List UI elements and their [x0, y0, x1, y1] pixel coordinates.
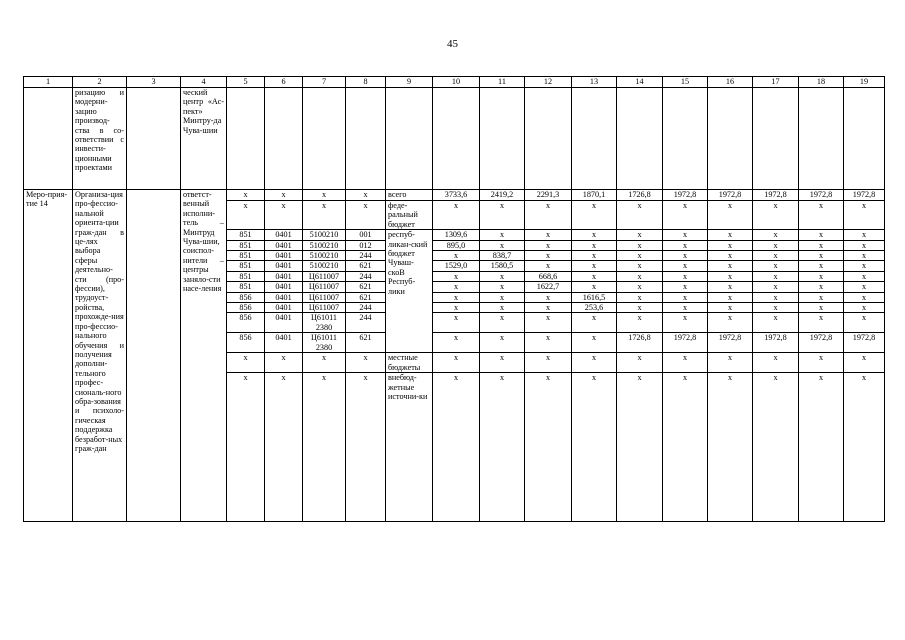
- cell-r10-9: 1726,8: [617, 333, 663, 353]
- cell-federal-5: x: [433, 201, 480, 230]
- cell-r10-11: 1972,8: [708, 333, 753, 353]
- cell-r2-14: x: [844, 240, 885, 250]
- cell-r3-11: x: [708, 251, 753, 261]
- cell-r2-8: x: [572, 240, 617, 250]
- cell-r6-8: x: [572, 282, 617, 292]
- cell-r8-14: x: [844, 303, 885, 313]
- cell-r4-14: x: [844, 261, 885, 271]
- cell-r8-3: Ц611007: [303, 303, 346, 313]
- column-header-14: 14: [617, 77, 663, 88]
- cell-r9-1: 856: [227, 313, 265, 333]
- cell-r8-5: x: [433, 303, 480, 313]
- cell-r3-12: x: [753, 251, 799, 261]
- measure-col4: ответст-венный исполни-тель – Минтруд Чува-шии, соиспол-нители – центры заняло-сти насе-ления: [181, 190, 227, 522]
- cell-r10-13: 1972,8: [799, 333, 844, 353]
- cell-total-7: 2291,3: [525, 190, 572, 201]
- cell-r2-11: x: [708, 240, 753, 250]
- source-local: местные бюджеты: [386, 353, 433, 373]
- cell-r6-14: x: [844, 282, 885, 292]
- cell-total-1: x: [227, 190, 265, 201]
- cell-r5-10: x: [663, 271, 708, 281]
- cell-r9-14: x: [844, 313, 885, 333]
- cell-total-6: 2419,2: [480, 190, 525, 201]
- column-header-12: 12: [525, 77, 572, 88]
- cell-federal-12: x: [753, 201, 799, 230]
- table-row-total: [24, 190, 885, 201]
- cell-extra-2: x: [265, 373, 303, 522]
- cell-r1-14: x: [844, 230, 885, 240]
- cell-r6-5: x: [433, 282, 480, 292]
- cell-federal-13: x: [799, 201, 844, 230]
- cell-r7-4: 621: [346, 292, 386, 302]
- cell-r7-6: x: [480, 292, 525, 302]
- cell-r5-4: 244: [346, 271, 386, 281]
- cell-r10-3: Ц61011 2380: [303, 333, 346, 353]
- cell-r2-7: x: [525, 240, 572, 250]
- cell-federal-11: x: [708, 201, 753, 230]
- cell-r1-7: x: [525, 230, 572, 240]
- cell-extra-14: x: [844, 373, 885, 522]
- cell-r3-5: x: [433, 251, 480, 261]
- column-header-5: 5: [227, 77, 265, 88]
- cell-local-12: x: [753, 353, 799, 373]
- cell-r4-9: x: [617, 261, 663, 271]
- cell-r4-6: 1580,5: [480, 261, 525, 271]
- cell-federal-6: x: [480, 201, 525, 230]
- cell-r4-2: 0401: [265, 261, 303, 271]
- cell-r10-12: 1972,8: [753, 333, 799, 353]
- cell-r2-12: x: [753, 240, 799, 250]
- cell-extra-1: x: [227, 373, 265, 522]
- cell-r5-6: x: [480, 271, 525, 281]
- cell-r1-9: x: [617, 230, 663, 240]
- cell-r2-10: x: [663, 240, 708, 250]
- cell-r9-3: Ц61011 2380: [303, 313, 346, 333]
- cell-local-6: x: [480, 353, 525, 373]
- cell-r2-4: 012: [346, 240, 386, 250]
- cell-r6-6: x: [480, 282, 525, 292]
- cell-federal-2: x: [265, 201, 303, 230]
- cell-r4-3: 5100210: [303, 261, 346, 271]
- cell-r8-2: 0401: [265, 303, 303, 313]
- cell-r9-10: x: [663, 313, 708, 333]
- cell-federal-1: x: [227, 201, 265, 230]
- cell-r1-5: 1309,6: [433, 230, 480, 240]
- cell-r2-3: 5100210: [303, 240, 346, 250]
- measure-col2: Организа-ция про-фессио-нальной ориента-ции граж-дан в це-лях выбора сферы деятельно-сти (про-фессии), трудоуст-ройства, прохожде-ния про-фессио-нального обучения и получения дополни-тельного профес-сиональ-ного обра-зования и психоло-гическая поддержка безработ-ных граж-дан: [73, 190, 127, 522]
- cell-r1-10: x: [663, 230, 708, 240]
- measure-col3: [127, 190, 181, 522]
- cell-r1-8: x: [572, 230, 617, 240]
- cell-total-10: 1972,8: [663, 190, 708, 201]
- cell-r9-9: x: [617, 313, 663, 333]
- cell-r8-6: x: [480, 303, 525, 313]
- cell-local-9: x: [617, 353, 663, 373]
- cell-extra-9: x: [617, 373, 663, 522]
- cell-local-1: x: [227, 353, 265, 373]
- cell-r6-12: x: [753, 282, 799, 292]
- cell-r2-6: x: [480, 240, 525, 250]
- cell-r7-9: x: [617, 292, 663, 302]
- cell-local-10: x: [663, 353, 708, 373]
- cell-r9-7: x: [525, 313, 572, 333]
- cell-local-7: x: [525, 353, 572, 373]
- cell-r6-4: 621: [346, 282, 386, 292]
- cell-federal-4: x: [346, 201, 386, 230]
- column-header-2: 2: [73, 77, 127, 88]
- prev-col2: ризацию и модерни-зацию производ-ства в со-ответствии с инвести-ционными проектами: [73, 88, 127, 190]
- cell-r7-2: 0401: [265, 292, 303, 302]
- page-number: 45: [447, 38, 458, 50]
- cell-local-2: x: [265, 353, 303, 373]
- cell-r3-4: 244: [346, 251, 386, 261]
- column-header-13: 13: [572, 77, 617, 88]
- cell-local-8: x: [572, 353, 617, 373]
- cell-r1-1: 851: [227, 230, 265, 240]
- cell-r10-2: 0401: [265, 333, 303, 353]
- cell-r7-8: 1616,5: [572, 292, 617, 302]
- column-header-18: 18: [799, 77, 844, 88]
- cell-federal-14: x: [844, 201, 885, 230]
- cell-r9-4: 244: [346, 313, 386, 333]
- cell-r6-13: x: [799, 282, 844, 292]
- cell-total-11: 1972,8: [708, 190, 753, 201]
- source-republic: респуб-ликан-ский бюджет Чуваш-скоВ Респуб-лики: [386, 230, 433, 353]
- cell-r8-11: x: [708, 303, 753, 313]
- cell-r10-1: 856: [227, 333, 265, 353]
- measure-col1: Меро-прия-тие 14: [24, 190, 73, 522]
- cell-r4-1: 851: [227, 261, 265, 271]
- cell-r8-13: x: [799, 303, 844, 313]
- cell-r5-14: x: [844, 271, 885, 281]
- cell-r8-10: x: [663, 303, 708, 313]
- cell-r3-9: x: [617, 251, 663, 261]
- cell-extra-3: x: [303, 373, 346, 522]
- cell-r2-13: x: [799, 240, 844, 250]
- cell-r1-3: 5100210: [303, 230, 346, 240]
- cell-extra-13: x: [799, 373, 844, 522]
- cell-r7-10: x: [663, 292, 708, 302]
- cell-r2-5: 895,0: [433, 240, 480, 250]
- cell-r5-9: x: [617, 271, 663, 281]
- column-header-8: 8: [346, 77, 386, 88]
- cell-federal-3: x: [303, 201, 346, 230]
- cell-r8-1: 856: [227, 303, 265, 313]
- cell-extra-5: x: [433, 373, 480, 522]
- cell-r1-12: x: [753, 230, 799, 240]
- cell-r7-7: x: [525, 292, 572, 302]
- cell-extra-4: x: [346, 373, 386, 522]
- cell-r10-7: x: [525, 333, 572, 353]
- cell-r3-7: x: [525, 251, 572, 261]
- cell-r5-11: x: [708, 271, 753, 281]
- cell-extra-11: x: [708, 373, 753, 522]
- cell-r4-13: x: [799, 261, 844, 271]
- cell-total-8: 1870,1: [572, 190, 617, 201]
- column-header-4: 4: [181, 77, 227, 88]
- cell-r3-2: 0401: [265, 251, 303, 261]
- cell-r9-13: x: [799, 313, 844, 333]
- cell-r4-8: x: [572, 261, 617, 271]
- cell-local-11: x: [708, 353, 753, 373]
- cell-r7-3: Ц611007: [303, 292, 346, 302]
- cell-federal-8: x: [572, 201, 617, 230]
- cell-total-3: x: [303, 190, 346, 201]
- cell-total-9: 1726,8: [617, 190, 663, 201]
- cell-r6-7: 1622,7: [525, 282, 572, 292]
- cell-r8-12: x: [753, 303, 799, 313]
- cell-r6-3: Ц611007: [303, 282, 346, 292]
- cell-r10-10: 1972,8: [663, 333, 708, 353]
- cell-federal-9: x: [617, 201, 663, 230]
- cell-r5-3: Ц611007: [303, 271, 346, 281]
- budget-table: [23, 76, 885, 522]
- cell-total-13: 1972,8: [799, 190, 844, 201]
- cell-r7-11: x: [708, 292, 753, 302]
- column-header-3: 3: [127, 77, 181, 88]
- cell-r7-14: x: [844, 292, 885, 302]
- cell-r6-2: 0401: [265, 282, 303, 292]
- cell-r7-5: x: [433, 292, 480, 302]
- cell-r5-8: x: [572, 271, 617, 281]
- cell-r4-10: x: [663, 261, 708, 271]
- cell-r4-5: 1529,0: [433, 261, 480, 271]
- cell-local-4: x: [346, 353, 386, 373]
- column-header-9: 9: [386, 77, 433, 88]
- cell-r9-6: x: [480, 313, 525, 333]
- column-header-19: 19: [844, 77, 885, 88]
- cell-total-14: 1972,8: [844, 190, 885, 201]
- cell-r1-6: x: [480, 230, 525, 240]
- cell-r3-3: 5100210: [303, 251, 346, 261]
- cell-total-12: 1972,8: [753, 190, 799, 201]
- cell-r6-9: x: [617, 282, 663, 292]
- prev-col4: ческий центр «Ас-пект» Минтру-да Чува-шии: [181, 88, 227, 190]
- cell-extra-8: x: [572, 373, 617, 522]
- cell-r5-12: x: [753, 271, 799, 281]
- cell-r9-11: x: [708, 313, 753, 333]
- cell-r8-7: x: [525, 303, 572, 313]
- table-row-prev-continuation: [24, 88, 885, 190]
- cell-r8-9: x: [617, 303, 663, 313]
- cell-r10-14: 1972,8: [844, 333, 885, 353]
- cell-r4-12: x: [753, 261, 799, 271]
- column-header-7: 7: [303, 77, 346, 88]
- cell-r2-1: 851: [227, 240, 265, 250]
- cell-extra-10: x: [663, 373, 708, 522]
- cell-r3-10: x: [663, 251, 708, 261]
- cell-r9-8: x: [572, 313, 617, 333]
- cell-r3-14: x: [844, 251, 885, 261]
- source-extra: внебюд-жетные источни-ки: [386, 373, 433, 522]
- cell-local-13: x: [799, 353, 844, 373]
- cell-r7-12: x: [753, 292, 799, 302]
- cell-r8-4: 244: [346, 303, 386, 313]
- cell-r9-2: 0401: [265, 313, 303, 333]
- cell-r10-4: 621: [346, 333, 386, 353]
- cell-r1-13: x: [799, 230, 844, 240]
- cell-r1-4: 001: [346, 230, 386, 240]
- cell-r5-1: 851: [227, 271, 265, 281]
- cell-r9-12: x: [753, 313, 799, 333]
- cell-r7-1: 856: [227, 292, 265, 302]
- cell-local-5: x: [433, 353, 480, 373]
- column-header-10: 10: [433, 77, 480, 88]
- source-total: всего: [386, 190, 433, 201]
- cell-r6-11: x: [708, 282, 753, 292]
- cell-r8-8: 253,6: [572, 303, 617, 313]
- cell-r10-6: x: [480, 333, 525, 353]
- cell-total-2: x: [265, 190, 303, 201]
- cell-r5-13: x: [799, 271, 844, 281]
- cell-extra-12: x: [753, 373, 799, 522]
- cell-r4-11: x: [708, 261, 753, 271]
- cell-r3-6: 838,7: [480, 251, 525, 261]
- cell-total-5: 3733,6: [433, 190, 480, 201]
- cell-r9-5: x: [433, 313, 480, 333]
- column-header-6: 6: [265, 77, 303, 88]
- source-federal: феде-ральный бюджет: [386, 201, 433, 230]
- column-header-16: 16: [708, 77, 753, 88]
- cell-local-3: x: [303, 353, 346, 373]
- cell-r6-10: x: [663, 282, 708, 292]
- cell-r10-5: x: [433, 333, 480, 353]
- cell-r3-13: x: [799, 251, 844, 261]
- cell-r4-4: 621: [346, 261, 386, 271]
- column-header-1: 1: [24, 77, 73, 88]
- cell-r6-1: 851: [227, 282, 265, 292]
- cell-r7-13: x: [799, 292, 844, 302]
- header-row: [24, 77, 885, 88]
- cell-r3-1: 851: [227, 251, 265, 261]
- cell-r2-2: 0401: [265, 240, 303, 250]
- cell-r1-11: x: [708, 230, 753, 240]
- cell-r4-7: x: [525, 261, 572, 271]
- column-header-17: 17: [753, 77, 799, 88]
- cell-extra-6: x: [480, 373, 525, 522]
- cell-r5-7: 668,6: [525, 271, 572, 281]
- cell-r5-2: 0401: [265, 271, 303, 281]
- cell-federal-7: x: [525, 201, 572, 230]
- cell-r1-2: 0401: [265, 230, 303, 240]
- cell-total-4: x: [346, 190, 386, 201]
- cell-r10-8: x: [572, 333, 617, 353]
- column-header-11: 11: [480, 77, 525, 88]
- cell-r5-5: x: [433, 271, 480, 281]
- cell-federal-10: x: [663, 201, 708, 230]
- cell-r2-9: x: [617, 240, 663, 250]
- cell-extra-7: x: [525, 373, 572, 522]
- column-header-15: 15: [663, 77, 708, 88]
- cell-local-14: x: [844, 353, 885, 373]
- cell-r3-8: x: [572, 251, 617, 261]
